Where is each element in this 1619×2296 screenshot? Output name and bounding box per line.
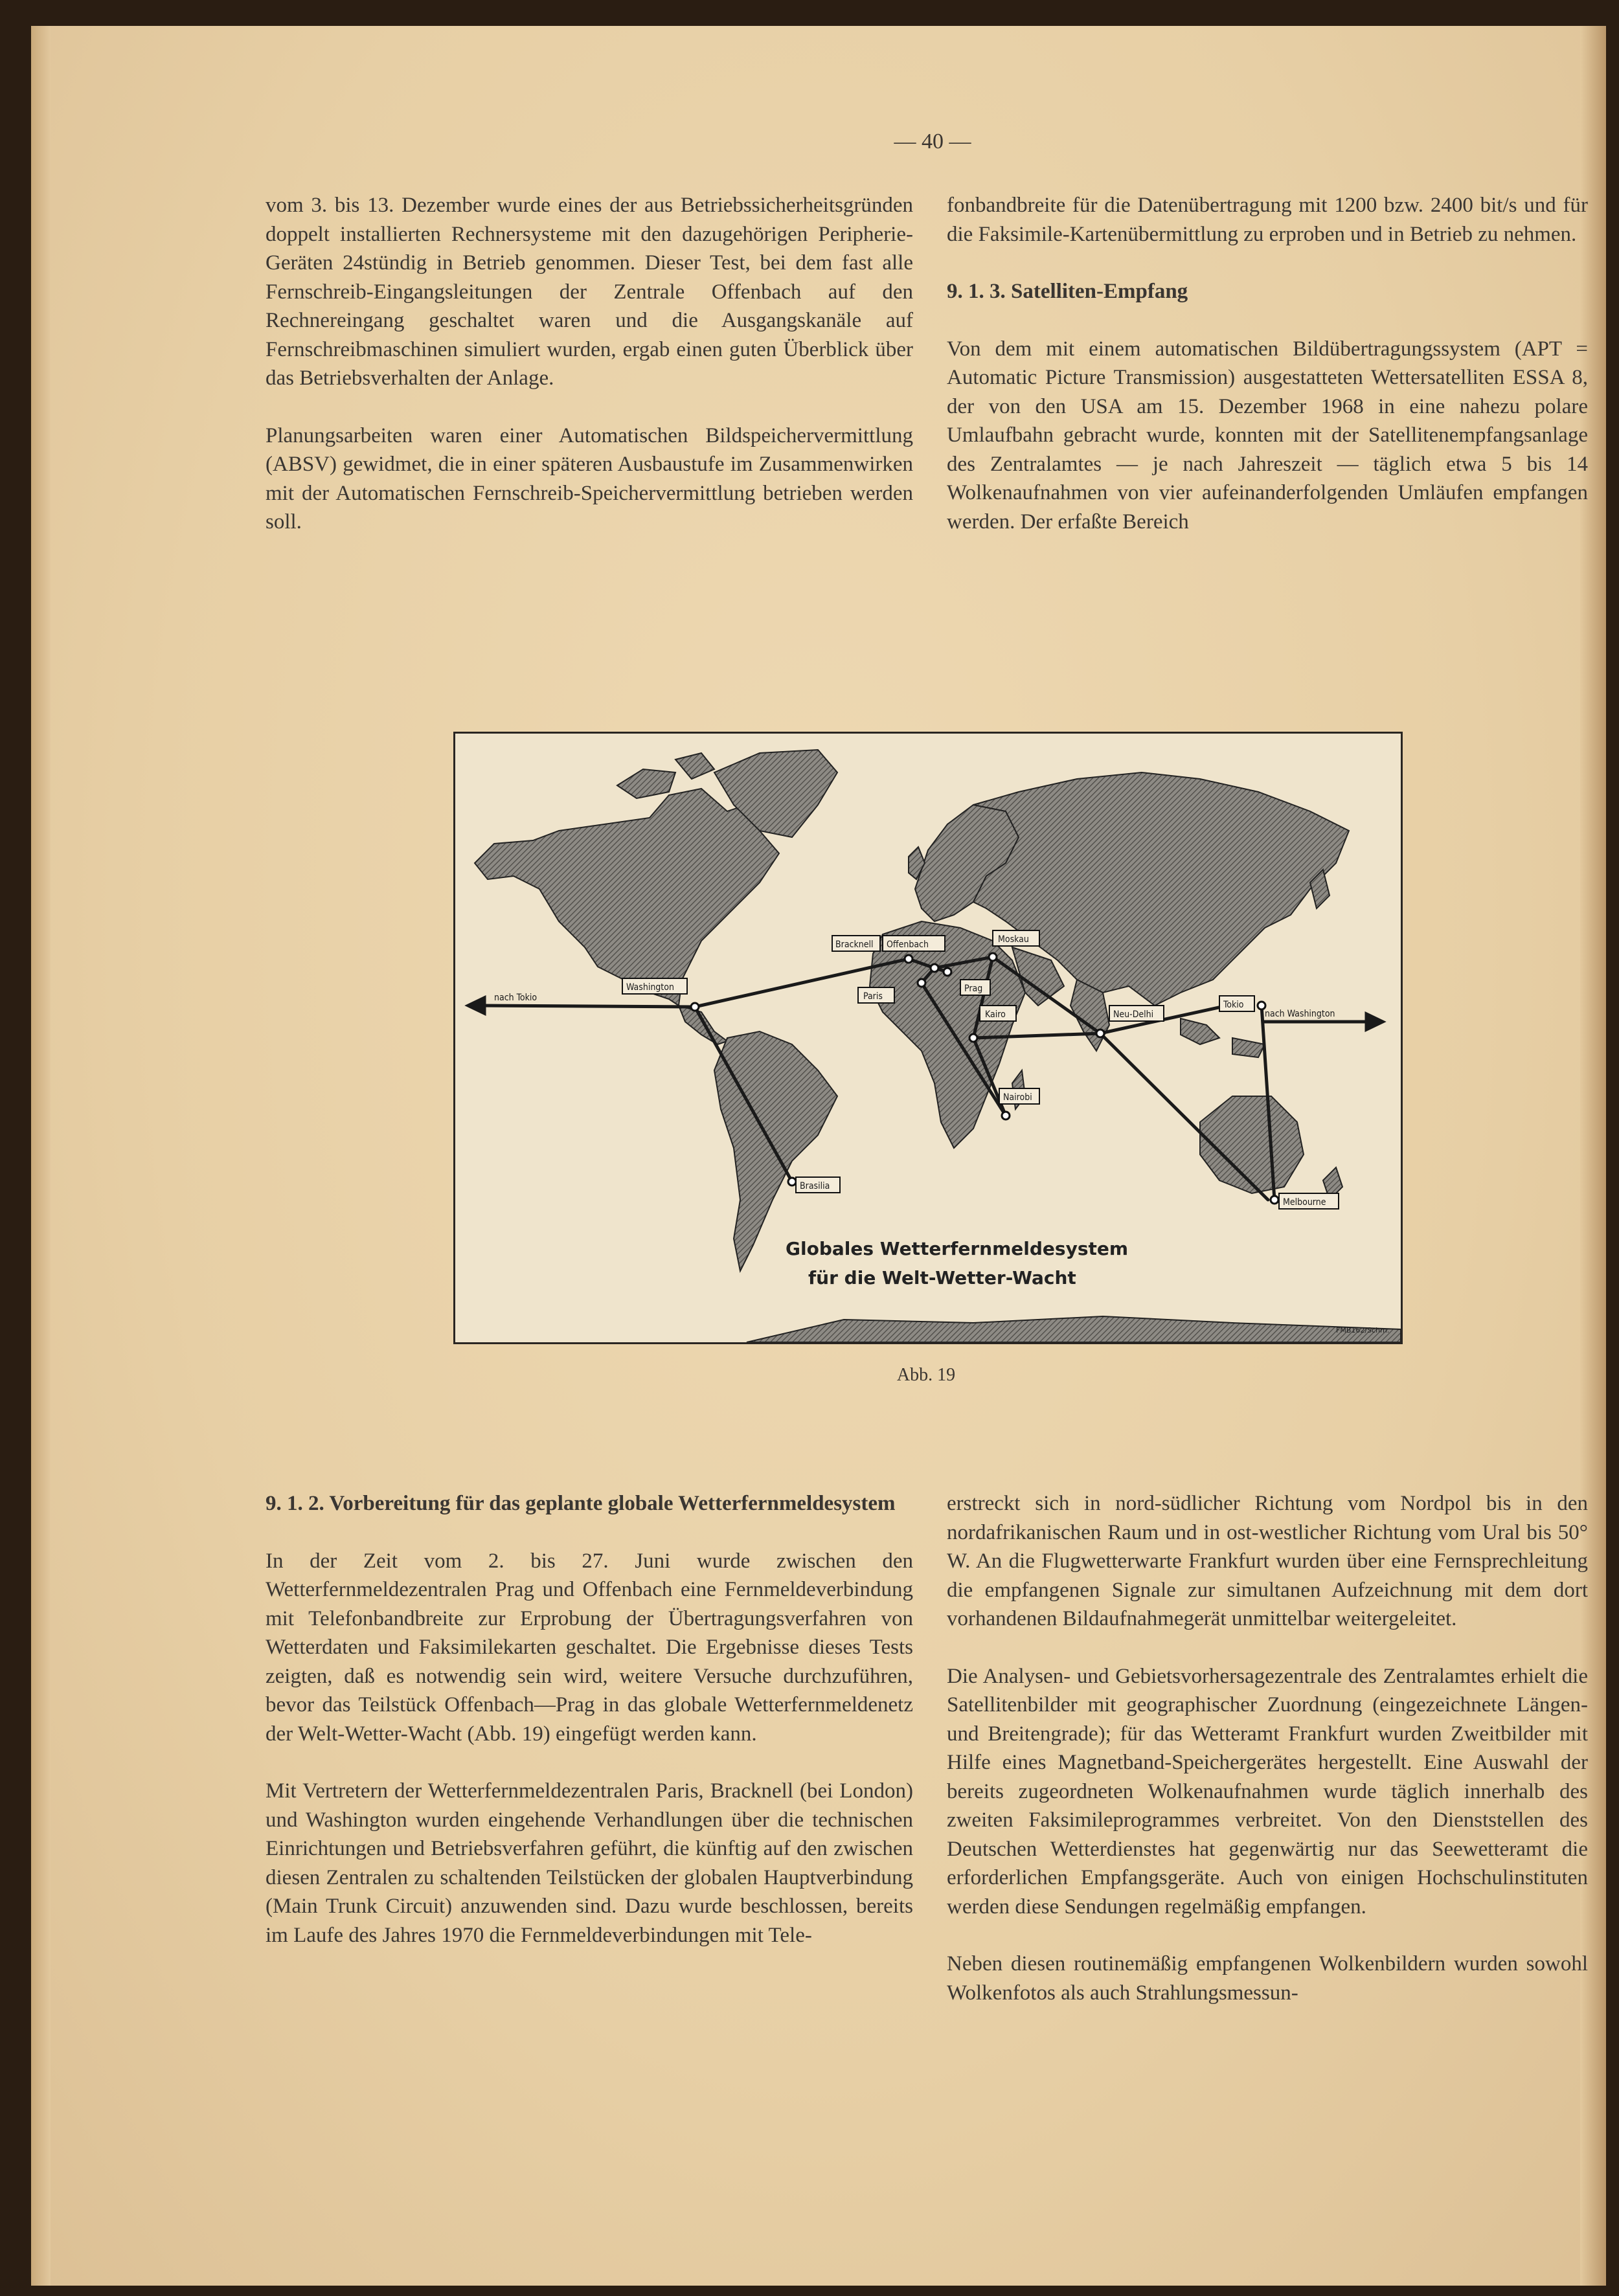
city-dot-melbourne [1271, 1196, 1278, 1204]
city-dot-brasilia [788, 1178, 796, 1186]
city-dot-kairo [969, 1034, 977, 1042]
city-dot-neudelhi [1096, 1030, 1104, 1037]
page-number: — 40 — [894, 129, 971, 153]
paragraph: Die Analysen- und Gebietsvorhersagezentrale des Zentralamtes erhielt die Satellitenbilder mit geographischer Zuordnung (eingezeichnete Längen- und Breitengrade); für das Wetteramt Frankfurt wurden Zweitbilder mit Hilfe eines Magnetband-Speichergerätes hergestellt. Eine Auswahl der bereits zugeordneten Wolkenaufnahmen wurde täglich innerhalb des zweiten Faksimileprogrammes verbreitet. Von den Dienststellen des Deutschen Wetterdienstes hat gegenwärtig nur das Seewetteramt die erforderlichen Empfangsgeräte. Auch von einigen Hochschulinstituten werden diese Sendungen regelmäßig empfangen. [947, 1664, 1588, 1919]
map-title-line1: Globales Wetterfernmeldesystem [786, 1238, 1129, 1259]
city-label-kairo: Kairo [985, 1009, 1006, 1020]
antarctica [747, 1316, 1401, 1342]
city-label-brasilia: Brasilia [800, 1181, 830, 1191]
arrow-label-right: nach Washington [1265, 1009, 1335, 1019]
section-heading: 9. 1. 2. Vorbereitung für das geplante globale Wetterfernmeldesystem [266, 1492, 896, 1515]
paragraph: vom 3. bis 13. Dezember wurde eines der aus Betriebssicherheitsgründen doppelt installierten Rechnersysteme mit den dazugehörigen Peripherie-Geräten 24stündig in Betrieb genommen. Dieser Test, bei dem fast alle Fernschreib-Eingangsleitungen der Zentrale Offenbach auf den Rechnereingang geschaltet waren und die Ausgangskanäle auf Fernschreibmaschinen simuliert wurden, ergab einen guten Überblick über das Betriebsverhalten der Anlage. [266, 194, 913, 390]
page-left-edge [31, 26, 51, 2286]
paragraph: Von dem mit einem automatischen Bildübertragungssystem (APT = Automatic Picture Transmission) ausgestatteten Wettersatelliten ESSA 8, der von den USA am 15. Dezember 1968 in eine nahezu polare Umlaufbahn gebracht wurde, konnten mit der Satellitenempfangsanlage des Zentralamtes — je nach Jahreszeit — täglich etwa 5 bis 14 Wolkenaufnahmen von vier aufeinanderfolgenden Umläufen empfangen werden. Der erfaßte Bereich [947, 337, 1588, 534]
map-credit: FMB162/Schm. [1336, 1326, 1390, 1334]
city-label-prag: Prag [964, 984, 983, 994]
city-dot-paris [918, 979, 925, 987]
city-dot-bracknell [905, 955, 912, 963]
world-map [455, 734, 1401, 1342]
city-dot-nairobi [1002, 1112, 1010, 1120]
paragraph: Planungsarbeiten waren einer Automatischen Bildspeichervermittlung (ABSV) gewidmet, die in einer späteren Ausbaustufe im Zusammenwirken mit der Automatischen Fernschreib-Speichervermittlung betrieben werden soll. [266, 423, 913, 534]
city-label-offenbach: Offenbach [887, 940, 929, 950]
southeast-asia-islands [1181, 1019, 1265, 1057]
north-america [475, 789, 779, 1006]
city-label-melbourne: Melbourne [1283, 1197, 1326, 1208]
city-label-washington: Washington [626, 982, 674, 993]
city-dot-washington [691, 1003, 699, 1011]
section-heading: 9. 1. 3. Satelliten-Empfang [947, 280, 1188, 303]
australia [1200, 1096, 1304, 1193]
arrow-left-line [481, 1006, 695, 1007]
central-america [679, 1006, 727, 1044]
top-right-column [947, 191, 1588, 565]
city-dot-offenbach [931, 964, 938, 972]
bottom-right-column [947, 1489, 1588, 2036]
paragraph: Mit Vertretern der Wetterfernmeldezentralen Paris, Bracknell (bei London) und Washington wurden eingehende Verhandlungen über die technischen Einrichtungen und Betriebsverfahren geführt, die künftig auf den zwischen diesen Zentralen zu schaltenden Teilstücken der globalen Hauptverbindung (Main Trunk Circuit) anzuwenden sind. Dazu wurde beschlossen, bereits im Laufe des Jahres 1970 die Fernmeldeverbindungen mit Tele- [266, 1779, 913, 1947]
bottom-left-column [266, 1489, 913, 1978]
city-label-neudelhi: Neu-Delhi [1113, 1009, 1154, 1020]
city-dot-prag [944, 968, 951, 976]
city-label-moskau: Moskau [998, 934, 1029, 945]
arrow-label-left: nach Tokio [494, 993, 538, 1003]
city-dot-moskau [989, 953, 997, 961]
city-label-paris: Paris [863, 991, 883, 1002]
city-label-bracknell: Bracknell [835, 940, 874, 950]
arrow-left-head [468, 998, 484, 1013]
paragraph: In der Zeit vom 2. bis 27. Juni wurde zwischen den Wetterfernmeldezentralen Prag und Offenbach eine Fernmeldeverbindung mit Telefonbandbreite zur Erprobung der Übertragungsverfahren von Wetterdaten und Faksimilekarten geschaltet. Die Ergebnisse dieses Tests zeigten, daß es notwendig sein wird, weitere Versuche durchzuführen, bevor das Teilstück Offenbach—Prag in das globale Wetterfernmeldenetz der Welt-Wetter-Wacht (Abb. 19) eingefügt werden kann. [266, 1549, 913, 1746]
city-label-tokio: Tokio [1223, 1000, 1244, 1010]
paragraph: Neben diesen routinemäßig empfangenen Wolkenbildern wurden sowohl Wolkenfotos als auch Strahlungsmessun- [947, 1952, 1588, 2005]
arrow-right-head [1366, 1014, 1383, 1030]
world-map-figure [453, 732, 1403, 1344]
paragraph: fonbandbreite für die Datenübertragung mit 1200 bzw. 2400 bit/s und für die Faksimile-Kartenübermittlung zu erproben und in Betrieb zu nehmen. [947, 194, 1588, 246]
paragraph: erstreckt sich in nord-südlicher Richtung vom Nordpol bis in den nordafrikanischen Raum und in ost-westlicher Richtung vom Ural bis 50° W. An die Flugwetterwarte Frankfurt wurden über eine Fernsprechleitung die empfangenen Signale zur simultanen Aufzeichnung mit dem dort vorhandenen Bildaufnahmegerät unmittelbar weitergeleitet. [947, 1492, 1588, 1630]
city-label-nairobi: Nairobi [1003, 1092, 1032, 1103]
map-title-line2: für die Welt-Wetter-Wacht [808, 1267, 1076, 1289]
figure-caption: Abb. 19 [896, 1365, 956, 1385]
top-left-column [266, 191, 913, 565]
